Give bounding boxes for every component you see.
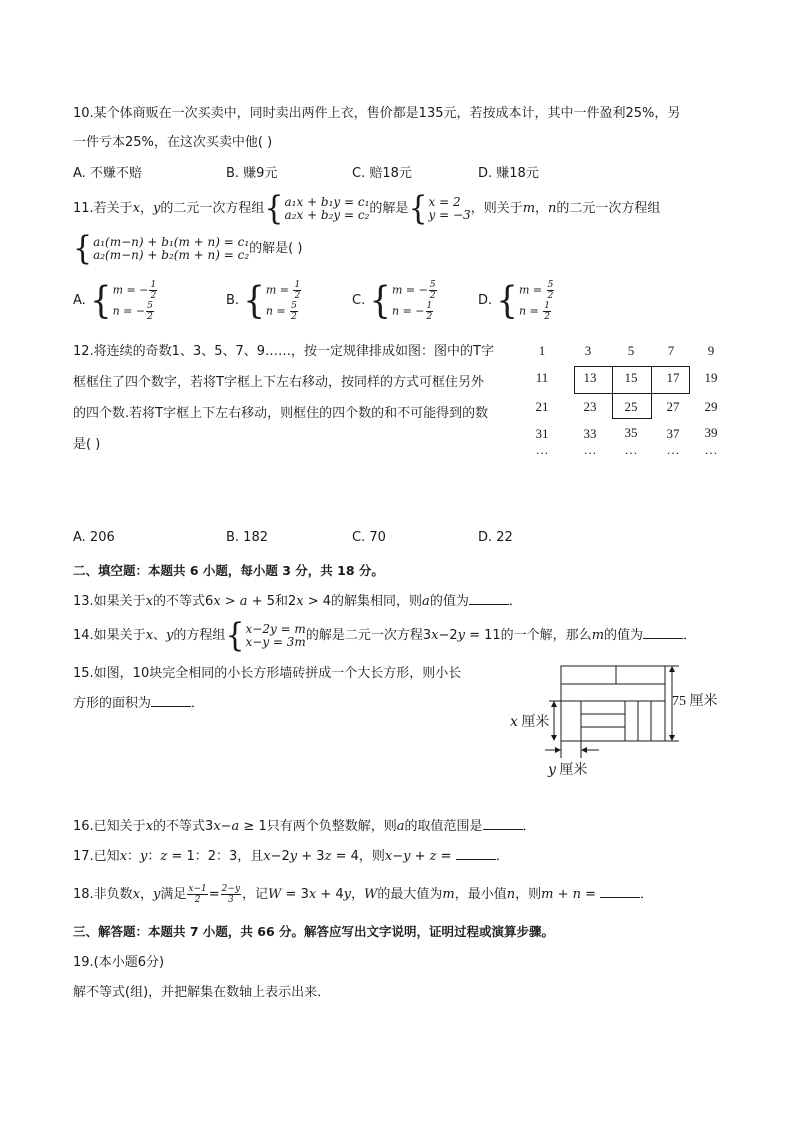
q19-body: 解不等式(组)，并把解集在数轴上表示出来． xyxy=(73,985,331,1000)
q14: 14.如果关于x、y的方程组 { x−2y = m x−y = 3m 的解是二元一次方程3x−2y = 11的一个解，那么m的值为 ． xyxy=(73,615,697,655)
grid-cell: 13 xyxy=(583,370,597,385)
q10-option-c: C. 赔18元 xyxy=(352,166,412,181)
q12-line1: 12.将连续的奇数1、3、5、7、9……，按一定规律排成如图：图中的T字 xyxy=(73,344,494,359)
q12-option-b: B. 182 xyxy=(226,530,268,545)
q12-line2: 框框住了四个数字，若将T字框上下左右移动，按同样的方式可框住另外 xyxy=(73,375,484,390)
grid-cell: 23 xyxy=(583,399,597,414)
q13: 13.如果关于x的不等式6x > a + 5和2x > 4的解集相同，则a的值为 ． xyxy=(73,594,522,609)
grid-cell: 15 xyxy=(624,370,638,385)
q11-line2: { a₁(m−n) + b₁(m + n) = c₁ a₂(m−n) + b₂(m + n) = c₂ 的解是( ) xyxy=(73,228,303,268)
grid-cell: … xyxy=(535,442,549,457)
q15-answer-blank[interactable] xyxy=(151,694,191,707)
q15-line1: 15.如图，10块完全相同的小长方形墙砖拼成一个大长方形，则小长 xyxy=(73,666,462,681)
grid-cell: … xyxy=(704,442,718,457)
section-2-heading: 二、填空题：本题共 6 小题，每小题 3 分，共 18 分。 xyxy=(73,563,384,578)
q14-system: { x−2y = m x−y = 3m xyxy=(225,615,306,655)
grid-cell: 31 xyxy=(535,426,549,441)
grid-cell: 17 xyxy=(666,370,680,385)
grid-cell: 11 xyxy=(535,370,549,385)
outer-rectangle xyxy=(561,666,665,741)
q14-answer-blank[interactable] xyxy=(643,626,683,639)
grid-cell: 5 xyxy=(627,343,635,358)
q19-title: 19.(本小题6分) xyxy=(73,955,165,970)
q11-option-c: C. { m = − $\frac{5}{2}$ n = − $\frac{1}{2}$ xyxy=(352,278,436,323)
q12-option-c: C. 70 xyxy=(352,530,386,545)
q18: 18.非负数x，y满足 $\frac{x-1}{2}$ = $\frac{2-y}{3}$ ，记W = 3x + 4y，W的最大值为m，最小值n，则m + n = ． xyxy=(73,884,654,905)
q17: 17.已知x：y：z = 1：2：3，且x−2y + 3z = 4，则x−y + z = ． xyxy=(73,849,509,864)
q11-system-1: { a₁x + b₁y = c₁ a₂x + b₂y = c₂ xyxy=(264,188,370,228)
q10-line2: 一件亏本25%，在这次买卖中他( ) xyxy=(73,135,273,150)
grid-cell: 1 xyxy=(538,343,546,358)
q18-answer-blank[interactable] xyxy=(600,885,640,898)
grid-cell: 25 xyxy=(624,399,638,414)
q17-answer-blank[interactable] xyxy=(456,847,496,860)
q10-option-a: A. 不赚不赔 xyxy=(73,166,142,181)
q10-line1: 10.某个体商贩在一次买卖中，同时卖出两件上衣，售价都是135元，若按成本计，其中一件盈利25%，另 xyxy=(73,106,681,121)
label-x-cm: x 厘米 xyxy=(510,714,550,730)
q11-option-d: D. { m = $\frac{5}{2}$ n = $\frac{1}{2}$ xyxy=(478,278,554,323)
q11-system-2: { a₁(m−n) + b₁(m + n) = c₁ a₂(m−n) + b₂(m + n) = c₂ xyxy=(73,228,250,268)
label-y-cm: y 厘米 xyxy=(548,762,588,778)
grid-cell: 33 xyxy=(583,426,597,441)
grid-cell: 37 xyxy=(666,426,680,441)
grid-cell: 35 xyxy=(624,425,638,440)
grid-cell: 21 xyxy=(535,399,549,414)
grid-cell: 7 xyxy=(667,343,675,358)
grid-cell: 39 xyxy=(704,425,718,440)
q16: 16.已知关于x的不等式3x−a ≥ 1只有两个负整数解，则a的取值范围是 ． xyxy=(73,819,536,834)
grid-cell: … xyxy=(583,442,597,457)
q16-answer-blank[interactable] xyxy=(483,817,523,830)
q15-line2: 方形的面积为 ． xyxy=(73,696,205,711)
q11-option-b: B. { m = $\frac{1}{2}$ n = $\frac{5}{2}$ xyxy=(226,278,301,323)
grid-cell: … xyxy=(624,442,638,457)
q11-solution: { x = 2 y = −3 xyxy=(408,188,471,228)
q11-line1: 11.若关于x，y的二元一次方程组 { a₁x + b₁y = c₁ a₂x + b₂y = c₂ 的解是 { x = 2 y = −3 ，则关于m，n的二元一次方程组 xyxy=(73,188,661,228)
q11-option-a: A. { m = − $\frac{1}{2}$ n = − $\frac{5}{2}$ xyxy=(73,278,157,323)
grid-cell: 29 xyxy=(704,399,718,414)
q13-answer-blank[interactable] xyxy=(469,592,509,605)
grid-cell: 19 xyxy=(704,370,718,385)
section-3-heading: 三、解答题：本题共 7 小题，共 66 分。解答应写出文字说明，证明过程或演算步骤。 xyxy=(73,924,555,939)
q10-option-b: B. 赚9元 xyxy=(226,166,278,181)
grid-cell: 9 xyxy=(707,343,715,358)
grid-cell: … xyxy=(666,442,680,457)
q10-option-d: D. 赚18元 xyxy=(478,166,539,181)
grid-cell: 27 xyxy=(666,399,680,414)
q12-line3: 的四个数.若将T字框上下左右移动，则框住的四个数的和不可能得到的数 xyxy=(73,406,489,421)
q12-option-d: D. 22 xyxy=(478,530,513,545)
grid-cell: 3 xyxy=(584,343,592,358)
q12-line4: 是( ) xyxy=(73,437,101,452)
label-75-cm: 75 厘米 xyxy=(672,694,718,709)
q12-option-a: A. 206 xyxy=(73,530,115,545)
